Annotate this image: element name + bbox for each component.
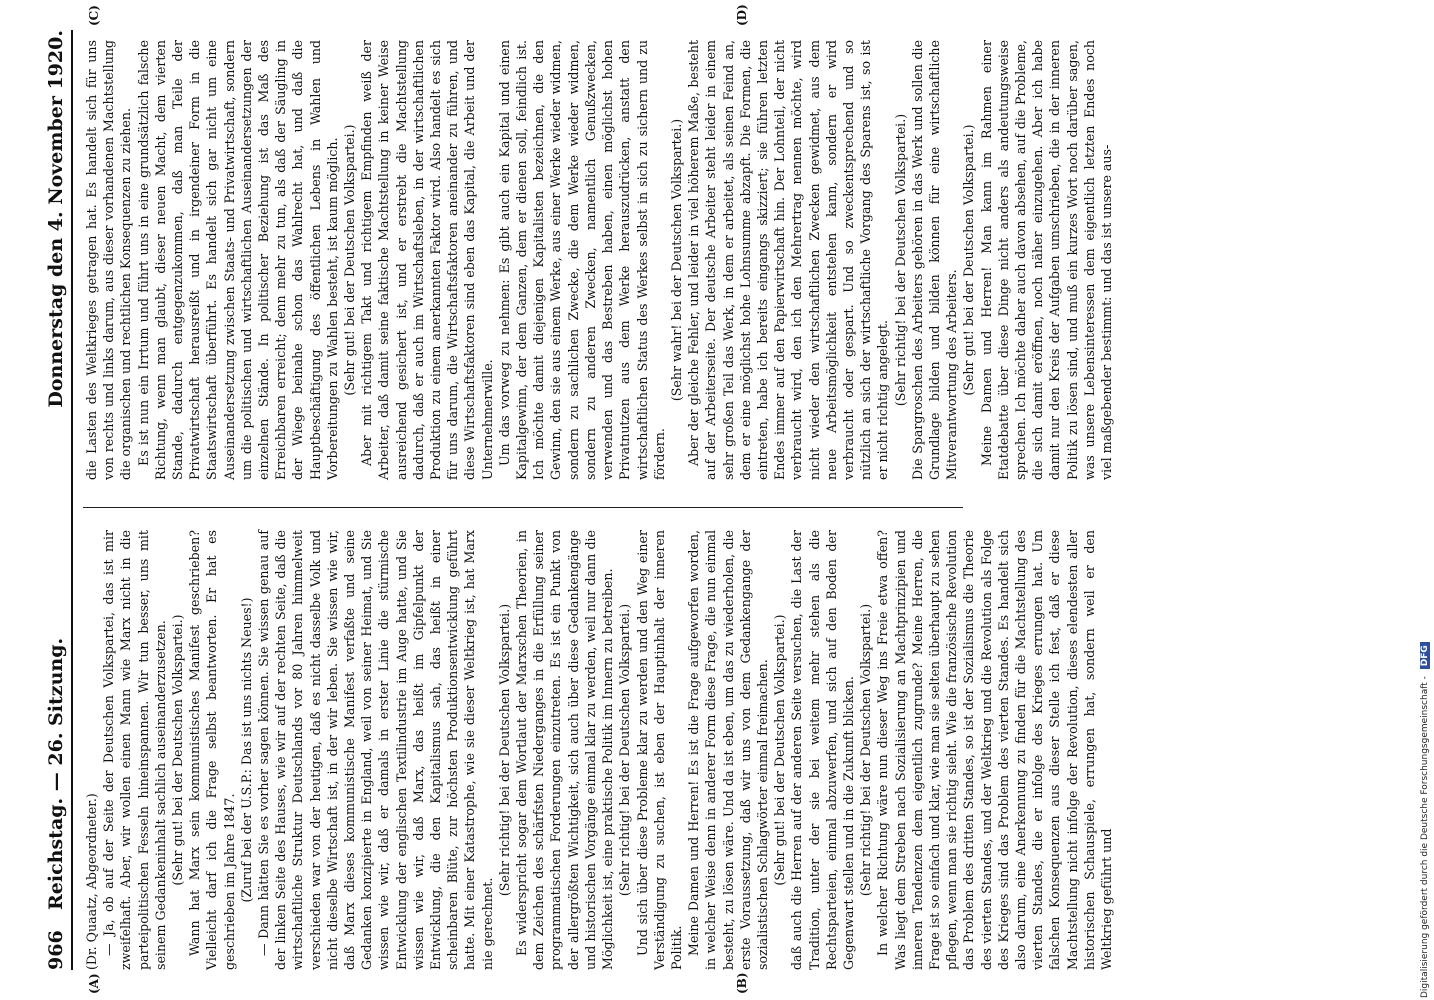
dfg-logo: DFG	[1420, 642, 1430, 669]
paragraph: Aber der gleiche Fehler, und leider in viel höherem Maße, besteht auf der Arbeiterseite. Der deutsche Arbeiter steht leider in einem sehr großen Teil das Werk, in dem er arbeitet, als seinen Feind an, dem er eine möglichst hohe Lohnsumme abzapft. Die Formen, die eintreten, habe ich bereits eingangs skizziert; sie führen letzten Endes immer auf den Papierwirtschaft hin. Der Lohnteil, der nicht verbraucht wird, den ich den Mehrertrag nennen möchte, wird nicht wieder den wirtschaftlichen Zwecken gewidmet, aus dem neue Arbeitsmöglichkeit entstehen kann, sondern er wird verbraucht oder gespart. Und so zweckentsprechend und so nützlich an sich der wirtschaftliche Vorgang des Sparens ist, so ist er nicht richtig angelegt.	[686, 40, 891, 480]
paragraph: Und sich über diese Probleme klar zu werden und den Weg einer Verständigung zu suchen, ist eben der Hauptinhalt der inneren Politik.	[634, 530, 684, 970]
speaker-line: (Dr. Quaatz, Abgeordneter.)	[84, 793, 99, 970]
column-divider	[83, 507, 963, 508]
paragraph: die Lasten des Weltkrieges getragen hat. Es handelt sich für uns von rechts und links darum, aus dieser vorhandenen Machtstellung die organischen und rechtlichen Konsequenzen zu ziehen.	[84, 40, 134, 480]
date-title: Donnerstag den 4. November 1920.	[45, 30, 67, 408]
margin-marker-b: (B)	[735, 972, 749, 994]
paragraph: Es widerspricht sogar dem Wortlaut der Marxschen Theorien, in dem Zeichen des schärfsten Niederganges in die Erfüllung seiner programmatischen Forderungen einzutreten. Es ist ein Punkt von der allergrößten Wichtigkeit, sich auch über diese Gedankengänge und historischen Vorgänge einmal klar zu werden, weil nur dann die Möglichkeit ist, eine praktische Politik im Innern zu betreiben.	[514, 530, 616, 970]
interjection: (Sehr wahr! bei der Deutschen Volkspartei.)	[668, 118, 684, 402]
paragraph: — Dann hätten Sie es vorher sagen können. Sie wissen genau auf der linken Seite des Hauses, wie wir auf der rechten Seite, daß die wirtschaftliche Struktur Deutschlands vor 80 Jahren himmelweit verschieden war von der heutigen, daß es nicht dasselbe Volk und nicht dieselbe Wirtschaft ist, in der wir leben. Sie wissen wie wir, daß Marx dieses kommunistische Manifest verfaßte und seine Gedanken konzipierte in England, weil von seiner Heimat, und Sie wissen wie wir, daß er damals in erster Linie die stürmische Entwicklung der englischen Textilindustrie im Auge hatte, und Sie wissen wie wir, daß Marx, das heißt im Gipfelpunkt der Entwicklung, die den Kapitalismus sah, das heißt in einer scheinbaren Blüte, zur höchsten Produktionsentwicklung geführt hatte. Mit einer Katastrophe, wie sie dieser Weltkrieg ist, hat Marx nie gerechnet.	[256, 530, 495, 970]
credit-text: Digitalisierung gefördert durch die Deutsche Forschungsgemeinschaft -	[1420, 676, 1430, 998]
paragraph: daß auch die Herren auf der anderen Seite versuchen, die Last der Tradition, unter der sie bei weitem mehr stehen als die Rechtsparteien, einmal abzuwerfen, und sich auf den Boden der Gegenwart stellen und in die Zukunft blicken.	[789, 530, 856, 970]
newspaper-page	[35, 0, 1415, 1000]
paragraph: Es ist nun ein Irrtum und führt uns in eine grundsätzlich falsche Richtung, wenn man glaubt, dieser neuen Macht, dem vierten Stande, dadurch entgegenzukommen, daß man Teile der Privatwirtschaft herausreißt und in irgendeiner Form in die Staatswirtschaft überführt. Es handelt sich gar nicht um eine Auseinandersetzung zwischen Staats- und Privatwirtschaft, sondern um die politischen und wirtschaftlichen Auseinandersetzungen der einzelnen Stände. In politischer Beziehung ist das Maß des Erreichbaren erreicht; denn mehr zu tun, als daß der Säugling in der Wiege beinahe schon das Wahlrecht hat, und daß die Hauptbeschäftigung des öffentlichen Lebens in Wahlen und Vorbereitungen zu Wahlen besteht, ist kaum möglich.	[135, 40, 340, 480]
page-number: 966	[45, 930, 67, 970]
interjection: (Sehr gut! bei der Deutschen Volkspartei.)	[170, 614, 186, 886]
interjection: (Sehr richtig! bei der Deutschen Volkspartei.)	[858, 603, 874, 897]
interjection: (Zuruf bei der U.S.P.: Das ist uns nichts Neues!)	[238, 597, 254, 903]
interjection: (Sehr richtig! bei der Deutschen Volkspartei.)	[892, 113, 908, 407]
paragraph: Meine Damen und Herren! Man kann im Rahmen einer Etatdebatte über diese Dinge nicht anders als andeutungsweise sprechen. Ich möchte daher auch davon absehen, auf die Probleme, die sich damit eröffnen, noch näher einzugehen. Aber ich habe damit nur den Kreis der Aufgaben umschrieben, die in der inneren Politik zu lösen sind, und muß ein kurzes Wort noch darüber sagen, was unsere Lebensinteressen dem eigentlich letzten Endes noch viel maßgebender bestimmt: und das ist unsere aus-	[978, 40, 1114, 480]
paragraph: Aber mit richtigem Takt und richtigem Empfinden weiß der Arbeiter, daß damit seine faktische Machtstellung in keiner Weise ausreichend gesichert ist, und er erstrebt die Machtstellung dadurch, daß er auch im Wirtschaftsleben, in der wirtschaftlichen Produktion zu einem anerkannten Faktor wird. Also handelt es sich für uns darum, die Wirtschaftsfaktoren aneinander zu führen, und diese Wirtschaftsfaktoren sind eben das Kapital, die Arbeit und der Unternehmerwille.	[359, 40, 495, 480]
margin-marker-c: (C)	[87, 5, 101, 26]
paragraph: — Ja, ob auf der Seite der Deutschen Volkspartei, das ist mir zweifelhaft. Aber, wir wollen einen Mann wie Marx nicht in die parteipolitischen Fesseln hineinspannen. Wir tun besser, uns mit seinem Gedankeninhalt sachlich auseinanderzusetzen.	[101, 530, 168, 970]
paragraph: Meine Damen und Herren! Es ist die Frage aufgeworfen worden, in welcher Weise denn in anderer Form diese Frage, die nun einmal besteht, zu lösen wäre. Und da ist eben, um das zu wiederholen, die erste Voraussetzung, daß wir uns von dem Gedankengange der sozialistischen Schlagwörter einmal freimachen.	[686, 530, 770, 970]
paragraph: Um das vorweg zu nehmen: Es gibt auch ein Kapital und einen Kapitalgewinn, der dem Ganzen, dem er dienen soll, feindlich ist. Ich möchte damit diejenigen Kapitalisten bezeichnen, die den Gewinn, den sie aus einem Werke, aus einer Werke wieder widmen, sondern zu sachlichen Zwecke, die dem Werke wieder widmen, sondern zu anderen Zwecken, namentlich Genußzwecken, verwenden und das Bestreben haben, einen möglichst hohen Privatnutzen aus dem Werke herauszudrücken, anstatt den wirtschaftlichen Status des Werkes selbst in sich zu sichern und zu fördern.	[496, 40, 667, 480]
margin-marker-d: (D)	[735, 4, 749, 26]
interjection: (Sehr richtig! bei der Deutschen Volkspartei.)	[496, 603, 512, 897]
interjection: (Sehr gut! bei der Deutschen Volkspartei.)	[961, 124, 977, 396]
page-header	[41, 30, 73, 970]
digitization-credit	[1418, 0, 1434, 1000]
paragraph: In welcher Richtung wäre nun dieser Weg ins Freie etwa offen? Was liegt dem Streben nach Sozialisierung an Machtprinzipien und inneren Tendenzen dem eigentlich zugrunde? Meine Herren, die Frage ist so einfach und klar, wie man sie selten überhaupt zu sehen pflegen, wenn man sie richtig sieht. Wie die französische Revolution das Problem des dritten Standes, so ist der Sozialismus die Theorie des vierten Standes, und der Weltkrieg und die Revolution als Folge des Krieges sind das Problem des vierten Standes. Es handelt sich also darum, eine Anerkennung zu finden für die Machtstellung des vierten Standes, die er infolge des Krieges errungen hat. Um falschen Konsequenzen aus dieser Stelle ich fest, daß er diese Machtstellung nicht infolge der Revolution, dieses elendesten aller historischen Schauspiele, errungen hat, sondern weil er den Weltkrieg geführt und	[875, 530, 1114, 970]
interjection: (Sehr gut! bei der Deutschen Volkspartei.)	[772, 614, 788, 886]
interjection: (Sehr richtig! bei der Deutschen Volkspartei.)	[617, 603, 633, 897]
margin-marker-a: (A)	[87, 973, 101, 994]
right-column	[83, 40, 1115, 480]
interjection: (Sehr gut! bei der Deutschen Volkspartei.)	[342, 124, 358, 396]
paragraph: Wann hat Marx sein kommunistisches Manifest geschrieben? Vielleicht darf ich die Frage selbst beantworten. Er hat es geschrieben im Jahre 1847.	[187, 530, 237, 970]
left-column	[83, 530, 1115, 970]
section-title: Reichstag. — 26. Sitzung.	[45, 637, 67, 910]
paragraph: Die Spargroschen des Arbeiters gehören in das Werk und sollen die Grundlage bilden und bilden können für eine wirtschaftliche Mitverantwortung des Arbeiters.	[909, 40, 960, 480]
